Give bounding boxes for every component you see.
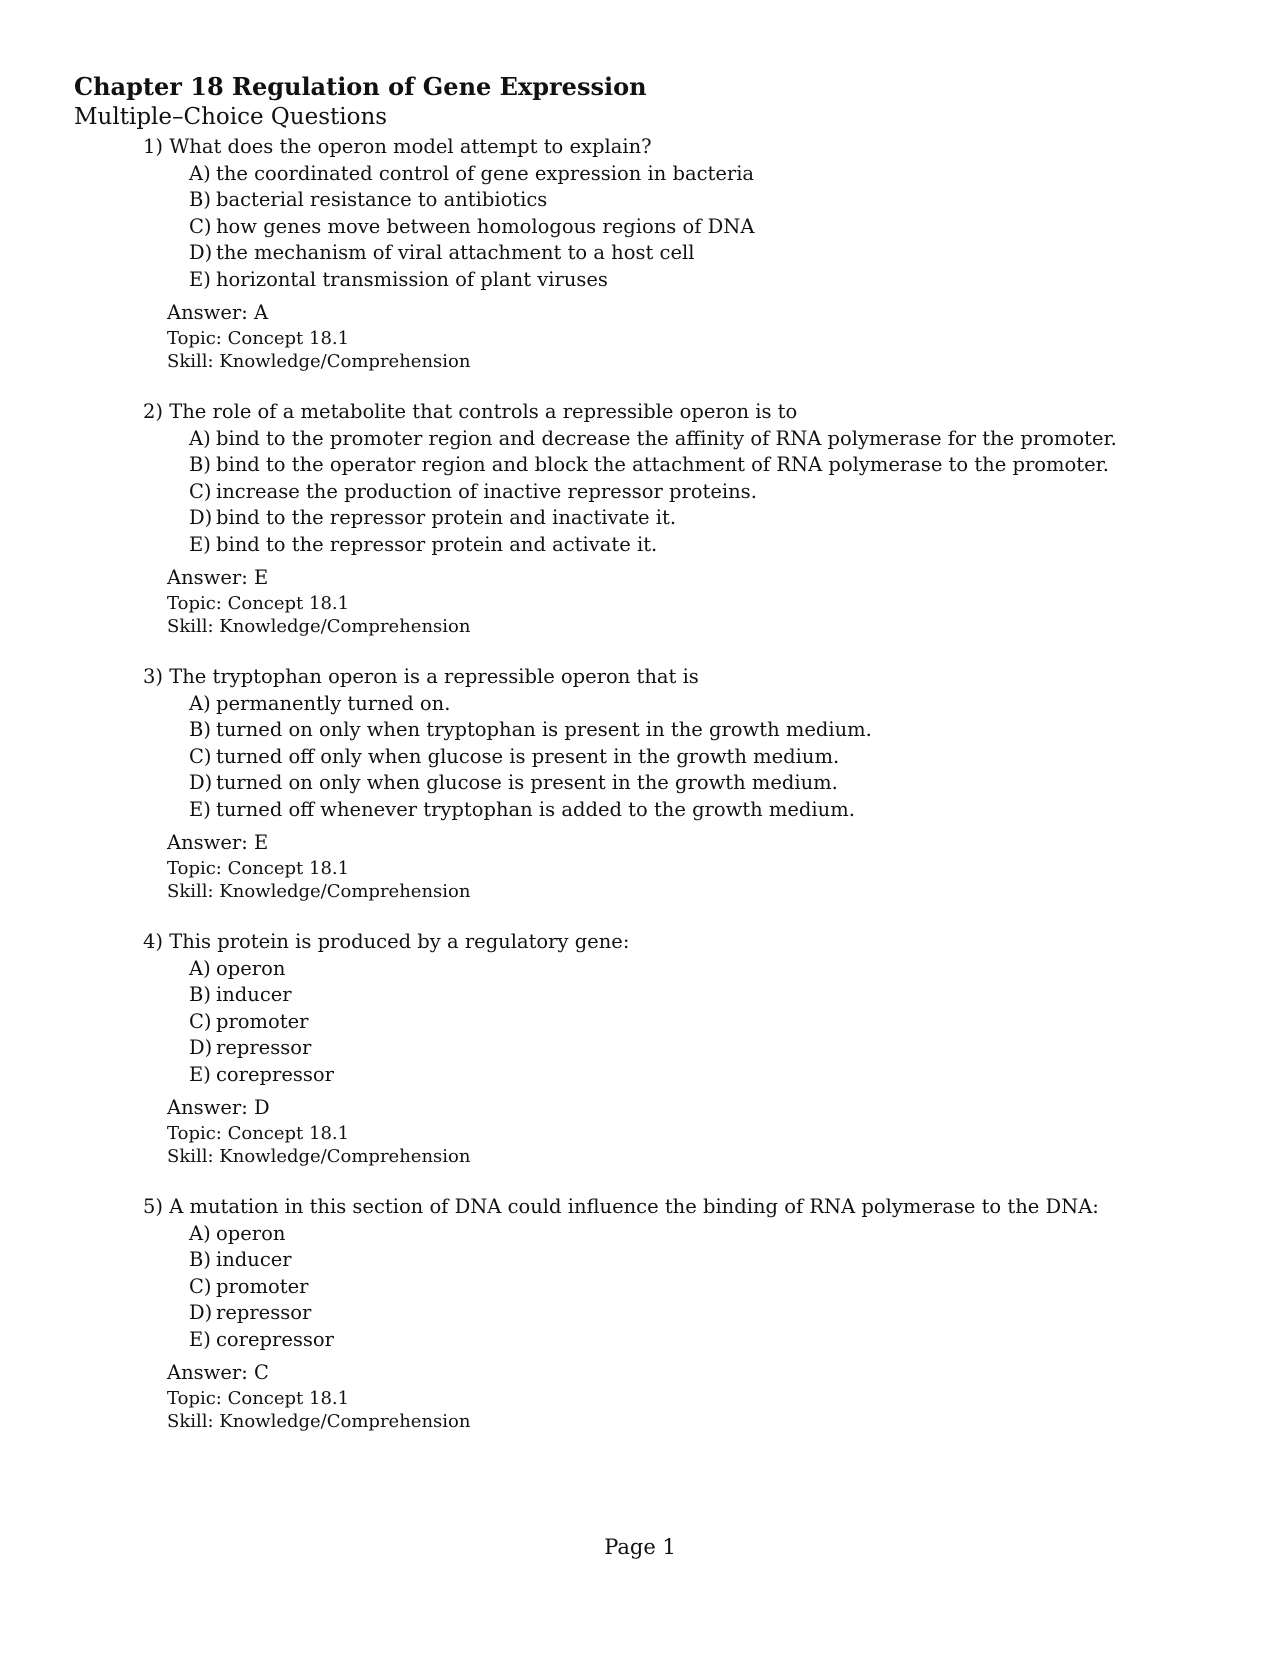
question-list — [0, 134, 1280, 1459]
question-topic: Topic: Concept 18.1 — [167, 593, 350, 614]
option-text: how genes move between homologous regions of DNA — [216, 214, 755, 238]
answer-key: Answer: E — [167, 831, 269, 854]
answer-option — [189, 956, 334, 983]
answer-option — [189, 1221, 334, 1248]
option-text: bind to the promoter region and decrease the affinity of RNA polymerase for the promoter. — [216, 426, 1117, 450]
option-text: bacterial resistance to antibiotics — [216, 188, 548, 211]
answer-option — [189, 1274, 334, 1301]
answer-options — [189, 691, 872, 824]
option-text: turned on only when tryptophan is present in the growth medium. — [216, 718, 872, 741]
answer-option — [189, 691, 872, 718]
option-letter: D) — [189, 1036, 213, 1059]
option-letter: C) — [189, 1009, 212, 1033]
option-letter: C) — [189, 479, 212, 503]
question-skill: Skill: Knowledge/Comprehension — [167, 1146, 471, 1167]
option-text: operon — [216, 956, 286, 980]
option-letter: E) — [189, 797, 211, 821]
option-text: repressor — [216, 1301, 312, 1324]
question-block-1 — [0, 134, 1280, 399]
option-letter: E) — [189, 267, 211, 291]
option-letter: E) — [189, 1062, 211, 1086]
answer-option — [189, 1247, 334, 1274]
question-stem: 4) This protein is produced by a regulatory gene: — [143, 930, 630, 953]
question-skill: Skill: Knowledge/Comprehension — [167, 616, 471, 637]
option-text: inducer — [216, 983, 292, 1006]
option-text: horizontal transmission of plant viruses — [216, 267, 608, 291]
answer-options — [189, 1221, 334, 1354]
question-stem: 5) A mutation in this section of DNA could influence the binding of RNA polymerase to the DNA: — [143, 1195, 1099, 1218]
option-text: corepressor — [216, 1327, 334, 1351]
question-block-5 — [0, 1194, 1280, 1459]
answer-option — [189, 187, 754, 214]
option-letter: D) — [189, 241, 213, 264]
option-text: the coordinated control of gene expression in bacteria — [216, 161, 755, 185]
option-text: corepressor — [216, 1062, 334, 1086]
answer-option — [189, 1300, 334, 1327]
option-text: repressor — [216, 1036, 312, 1059]
option-text: bind to the repressor protein and inactivate it. — [216, 506, 677, 529]
question-block-2 — [0, 399, 1280, 664]
answer-option — [189, 717, 872, 744]
option-letter: B) — [189, 188, 211, 211]
answer-option — [189, 426, 1117, 453]
answer-option — [189, 479, 1117, 506]
option-letter: D) — [189, 506, 213, 529]
answer-option — [189, 797, 872, 824]
option-letter: C) — [189, 1274, 212, 1298]
page-number: Page 1 — [604, 1535, 676, 1559]
option-text: bind to the repressor protein and activate it. — [216, 532, 658, 556]
option-text: turned on only when glucose is present in the growth medium. — [216, 771, 838, 794]
answer-option — [189, 214, 754, 241]
option-text: turned off whenever tryptophan is added to the growth medium. — [216, 797, 855, 821]
option-letter: B) — [189, 453, 211, 476]
answer-option — [189, 1035, 334, 1062]
answer-option — [189, 744, 872, 771]
option-letter: E) — [189, 532, 211, 556]
question-stem: 3) The tryptophan operon is a repressible operon that is — [143, 665, 699, 688]
answer-option — [189, 505, 1117, 532]
answer-option — [189, 982, 334, 1009]
option-letter: C) — [189, 214, 212, 238]
option-text: increase the production of inactive repressor proteins. — [216, 479, 757, 503]
answer-key: Answer: C — [167, 1361, 269, 1384]
question-topic: Topic: Concept 18.1 — [167, 1388, 350, 1409]
question-stem: 1) What does the operon model attempt to explain? — [143, 135, 652, 158]
option-letter: B) — [189, 983, 211, 1006]
option-letter: A) — [189, 691, 211, 715]
question-topic: Topic: Concept 18.1 — [167, 328, 350, 349]
option-letter: C) — [189, 744, 212, 768]
answer-key: Answer: E — [167, 566, 269, 589]
answer-key: Answer: A — [167, 301, 269, 324]
answer-option — [189, 267, 754, 294]
question-skill: Skill: Knowledge/Comprehension — [167, 1411, 471, 1432]
option-text: inducer — [216, 1248, 292, 1271]
question-block-4 — [0, 929, 1280, 1194]
answer-option — [189, 770, 872, 797]
answer-option — [189, 1062, 334, 1089]
option-text: promoter — [216, 1274, 309, 1298]
question-skill: Skill: Knowledge/Comprehension — [167, 351, 471, 372]
option-text: the mechanism of viral attachment to a host cell — [216, 241, 695, 264]
option-letter: A) — [189, 161, 211, 185]
answer-option — [189, 1009, 334, 1036]
answer-option — [189, 1327, 334, 1354]
answer-option — [189, 452, 1117, 479]
option-letter: A) — [189, 1221, 211, 1245]
option-text: permanently turned on. — [216, 691, 451, 715]
option-letter: A) — [189, 956, 211, 980]
option-letter: E) — [189, 1327, 211, 1351]
section-title: Multiple–Choice Questions — [74, 104, 388, 130]
chapter-title: Chapter 18 Regulation of Gene Expression — [74, 72, 647, 101]
answer-key: Answer: D — [167, 1096, 270, 1119]
option-letter: B) — [189, 718, 211, 741]
question-stem: 2) The role of a metabolite that controls a repressible operon is to — [143, 400, 798, 423]
answer-options — [189, 161, 754, 294]
option-text: promoter — [216, 1009, 309, 1033]
option-text: bind to the operator region and block the attachment of RNA polymerase to the promoter. — [216, 453, 1109, 476]
option-letter: D) — [189, 771, 213, 794]
question-topic: Topic: Concept 18.1 — [167, 858, 350, 879]
option-letter: D) — [189, 1301, 213, 1324]
question-skill: Skill: Knowledge/Comprehension — [167, 881, 471, 902]
question-topic: Topic: Concept 18.1 — [167, 1123, 350, 1144]
option-letter: A) — [189, 426, 211, 450]
question-block-3 — [0, 664, 1280, 929]
answer-options — [189, 956, 334, 1089]
option-text: turned off only when glucose is present in the growth medium. — [216, 744, 840, 768]
answer-option — [189, 240, 754, 267]
option-text: operon — [216, 1221, 286, 1245]
option-letter: B) — [189, 1248, 211, 1271]
answer-option — [189, 161, 754, 188]
answer-option — [189, 532, 1117, 559]
answer-options — [189, 426, 1117, 559]
